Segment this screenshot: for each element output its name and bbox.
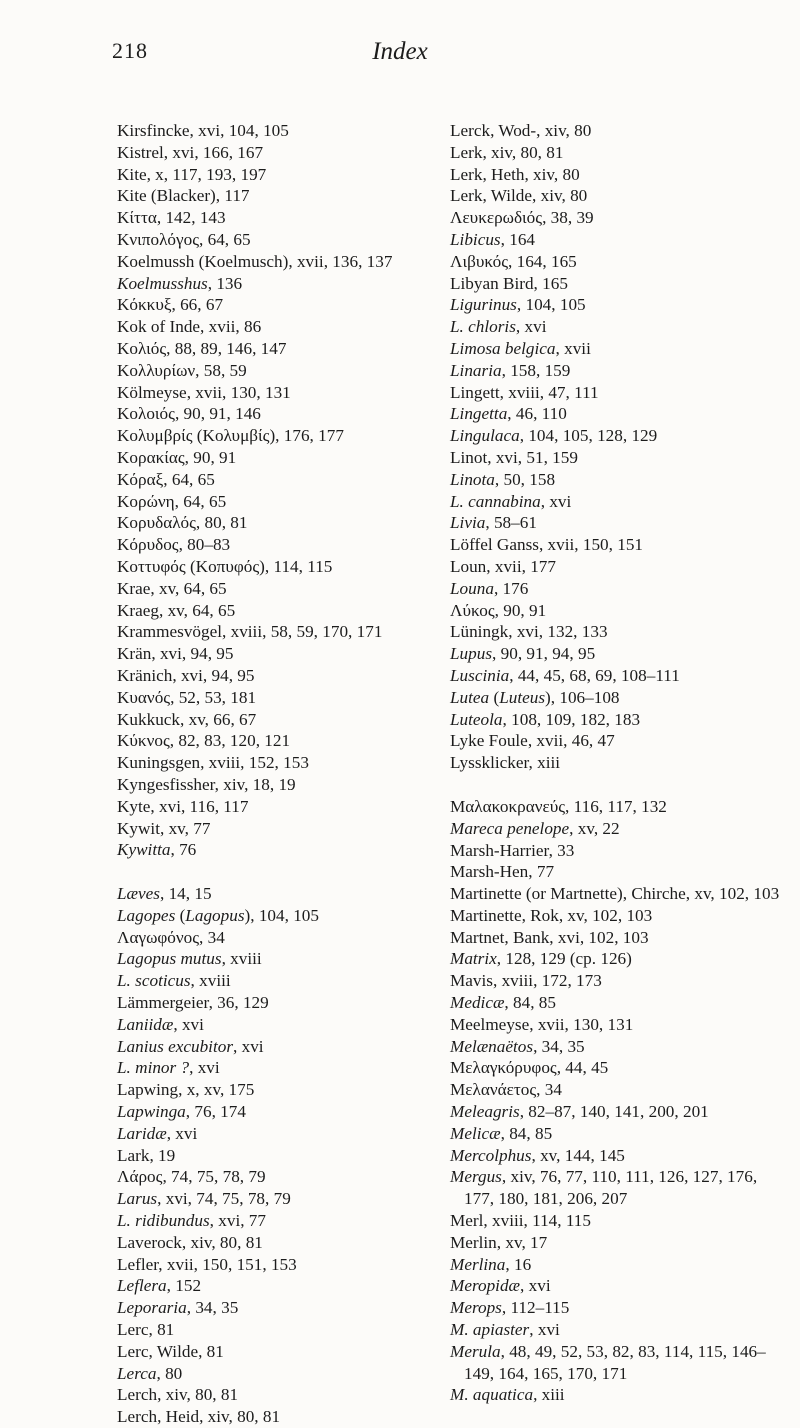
index-entry: Κύκνος, 82, 83, 120, 121: [117, 731, 291, 751]
index-entry: Libicus, 164: [450, 229, 535, 249]
index-entry: Lyke Foule, xvii, 46, 47: [450, 731, 615, 751]
section-gap: [117, 861, 437, 883]
index-entry: Lerc, Wilde, 81: [117, 1341, 224, 1361]
index-entry: Κίττα, 142, 143: [117, 208, 226, 228]
index-entry: Λευκερωδιός, 38, 39: [450, 208, 594, 228]
index-entry: Κνιπολόγος, 64, 65: [117, 229, 251, 249]
index-entry: Koelmusshus, 136: [117, 273, 243, 293]
index-entry: Lerch, xiv, 80, 81: [117, 1385, 239, 1405]
index-entry: Lanius excubitor, xvi: [117, 1036, 264, 1056]
index-entry: Koelmussh (Koelmusch), xvii, 136, 137: [117, 251, 393, 271]
index-entry: Linota, 50, 158: [450, 469, 556, 489]
index-entry: Lingulaca, 104, 105, 128, 129: [450, 426, 658, 446]
index-entry: Libyan Bird, 165: [450, 273, 568, 293]
index-entry: Lapwing, x, xv, 175: [117, 1080, 255, 1100]
index-entry: Lerck, Wod-, xiv, 80: [450, 121, 592, 140]
index-entry: Martinette, Rok, xv, 102, 103: [450, 905, 653, 925]
index-entry: Κυανός, 52, 53, 181: [117, 687, 257, 707]
index-entry: Linaria, 158, 159: [450, 360, 571, 380]
index-entry: Martnet, Bank, xvi, 102, 103: [450, 927, 649, 947]
index-entry: Kyte, xvi, 116, 117: [117, 796, 249, 816]
index-entry: Laridæ, xvi: [117, 1123, 198, 1143]
index-entry: Merl, xviii, 114, 115: [450, 1211, 591, 1231]
index-entry: Kywitta, 76: [117, 840, 197, 860]
index-column-left: [117, 120, 437, 1428]
index-entry: Mareca penelope, xv, 22: [450, 818, 620, 838]
index-entry: Löffel Ganss, xvii, 150, 151: [450, 535, 644, 555]
index-entry: Lerc, 81: [117, 1320, 175, 1340]
index-entry: M. aquatica, xiii: [450, 1385, 565, 1405]
index-entry: Λύκος, 90, 91: [450, 600, 547, 620]
index-entry: Lupus, 90, 91, 94, 95: [450, 644, 596, 664]
index-entry: Luteola, 108, 109, 182, 183: [450, 709, 641, 729]
index-entry: Kywit, xv, 77: [117, 818, 211, 838]
index-entry: Melænaëtos, 34, 35: [450, 1036, 585, 1056]
index-entry: Matrix, 128, 129 (cp. 126): [450, 949, 632, 969]
index-entry: Κολυμβρίς (Κολυμβίς), 176, 177: [117, 426, 344, 446]
index-entry: L. chloris, xvi: [450, 317, 547, 337]
index-entry: Krän, xvi, 94, 95: [117, 644, 234, 664]
index-entry: Lagopes (Lagopus), 104, 105: [117, 905, 319, 925]
index-entry: Marsh-Hen, 77: [450, 862, 555, 882]
index-entry: L. minor ?, xvi: [117, 1058, 220, 1078]
index-entry: Μελαγκόρυφος, 44, 45: [450, 1058, 609, 1078]
index-entry: Loun, xvii, 177: [450, 556, 556, 576]
index-entry: Laverock, xiv, 80, 81: [117, 1232, 263, 1252]
index-entry: L. cannabina, xvi: [450, 491, 572, 511]
index-entry: Lyssklicker, xiii: [450, 753, 561, 773]
index-entry: Lerk, Heth, xiv, 80: [450, 164, 580, 184]
index-entry: Linot, xvi, 51, 159: [450, 447, 578, 467]
index-entry: Leporaria, 34, 35: [117, 1298, 239, 1318]
index-entry: Laniidæ, xvi: [117, 1014, 204, 1034]
index-entry: Lämmergeier, 36, 129: [117, 993, 269, 1013]
index-entry: Meelmeyse, xvii, 130, 131: [450, 1014, 634, 1034]
index-entry: Limosa belgica, xvii: [450, 338, 591, 358]
index-entry: Martinette (or Martnette), Chirche, xv, 102, 103: [450, 884, 780, 904]
running-title: Index: [372, 38, 428, 65]
index-entry: Kite, x, 117, 193, 197: [117, 164, 267, 184]
index-entry: Κολοιός, 90, 91, 146: [117, 404, 261, 424]
page-header: [0, 38, 800, 72]
index-entry: Merula, 48, 49, 52, 53, 82, 83, 114, 115, 146–149, 164, 165, 170, 171: [450, 1341, 766, 1383]
index-entry: Λιβυκός, 164, 165: [450, 251, 577, 271]
index-entry: Λάρος, 74, 75, 78, 79: [117, 1167, 266, 1187]
index-column-right: [450, 120, 780, 1406]
index-entry: M. apiaster, xvi: [450, 1320, 560, 1340]
index-entry: Κόραξ, 64, 65: [117, 469, 215, 489]
index-entry: Melicæ, 84, 85: [450, 1123, 553, 1143]
index-entry: Kyngesfissher, xiv, 18, 19: [117, 774, 296, 794]
index-entry: Læves, 14, 15: [117, 884, 212, 904]
index-entry: Kraeg, xv, 64, 65: [117, 600, 236, 620]
section-gap: [450, 774, 780, 796]
index-entry: Mavis, xviii, 172, 173: [450, 971, 602, 991]
index-entry: Louna, 176: [450, 578, 529, 598]
index-entry: Κοττυφός (Κοπυφός), 114, 115: [117, 556, 333, 576]
index-entry: Merops, 112–115: [450, 1298, 570, 1318]
index-entry: Marsh-Harrier, 33: [450, 840, 575, 860]
index-entry: Κόκκυξ, 66, 67: [117, 295, 224, 315]
index-entry: Lapwinga, 76, 174: [117, 1102, 246, 1122]
index-entry: Κορώνη, 64, 65: [117, 491, 227, 511]
index-entry: Lingetta, 46, 110: [450, 404, 567, 424]
index-entry: Κορυδαλός, 80, 81: [117, 513, 248, 533]
index-entry: Lerk, Wilde, xiv, 80: [450, 186, 588, 206]
index-entry: Lingett, xviii, 47, 111: [450, 382, 599, 402]
index-entry: Merlin, xv, 17: [450, 1232, 548, 1252]
index-entry: Merlina, 16: [450, 1254, 532, 1274]
index-entry: Lerk, xiv, 80, 81: [450, 142, 564, 162]
index-entry: Mergus, xiv, 76, 77, 110, 111, 126, 127, 176, 177, 180, 181, 206, 207: [450, 1167, 758, 1209]
index-entry: Lark, 19: [117, 1145, 176, 1165]
index-entry: Kirsfincke, xvi, 104, 105: [117, 121, 289, 140]
index-entry: Kukkuck, xv, 66, 67: [117, 709, 257, 729]
index-entry: Ligurinus, 104, 105: [450, 295, 586, 315]
index-entry: Kuningsgen, xviii, 152, 153: [117, 753, 309, 773]
index-entry: Lerca, 80: [117, 1363, 183, 1383]
index-entry: Κόρυδος, 80–83: [117, 535, 231, 555]
index-entry: Kölmeyse, xvii, 130, 131: [117, 382, 291, 402]
index-entry: Mercolphus, xv, 144, 145: [450, 1145, 625, 1165]
index-entry: Kränich, xvi, 94, 95: [117, 665, 255, 685]
index-entry: Lefler, xvii, 150, 151, 153: [117, 1254, 297, 1274]
index-entry: Medicæ, 84, 85: [450, 993, 556, 1013]
index-entry: Lutea (Luteus), 106–108: [450, 687, 620, 707]
index-entry: Κολιός, 88, 89, 146, 147: [117, 338, 287, 358]
page-number: 218: [112, 38, 148, 63]
index-entry: Krae, xv, 64, 65: [117, 578, 227, 598]
index-entry: Larus, xvi, 74, 75, 78, 79: [117, 1189, 291, 1209]
index-entry: L. ridibundus, xvi, 77: [117, 1211, 266, 1231]
index-entry: Kite (Blacker), 117: [117, 186, 250, 206]
index-entry: Leflera, 152: [117, 1276, 202, 1296]
index-entry: Livia, 58–61: [450, 513, 537, 533]
index-entry: Lerch, Heid, xiv, 80, 81: [117, 1407, 281, 1427]
index-entry: Luscinia, 44, 45, 68, 69, 108–111: [450, 665, 680, 685]
index-entry: Κολλυρίων, 58, 59: [117, 360, 247, 380]
index-entry: Μελανάετος, 34: [450, 1080, 562, 1100]
index-entry: Κορακίας, 90, 91: [117, 447, 237, 467]
index-entry: Λαγωφόνος, 34: [117, 927, 225, 947]
index-entry: Μαλακοκρανεύς, 116, 117, 132: [450, 796, 667, 816]
index-entry: Kistrel, xvi, 166, 167: [117, 142, 264, 162]
index-entry: L. scoticus, xviii: [117, 971, 231, 991]
index-entry: Meleagris, 82–87, 140, 141, 200, 201: [450, 1102, 709, 1122]
index-entry: Meropidæ, xvi: [450, 1276, 551, 1296]
index-entry: Krammesvögel, xviii, 58, 59, 170, 171: [117, 622, 383, 642]
index-entry: Kok of Inde, xvii, 86: [117, 317, 262, 337]
index-entry: Lüningk, xvi, 132, 133: [450, 622, 608, 642]
index-entry: Lagopus mutus, xviii: [117, 949, 262, 969]
